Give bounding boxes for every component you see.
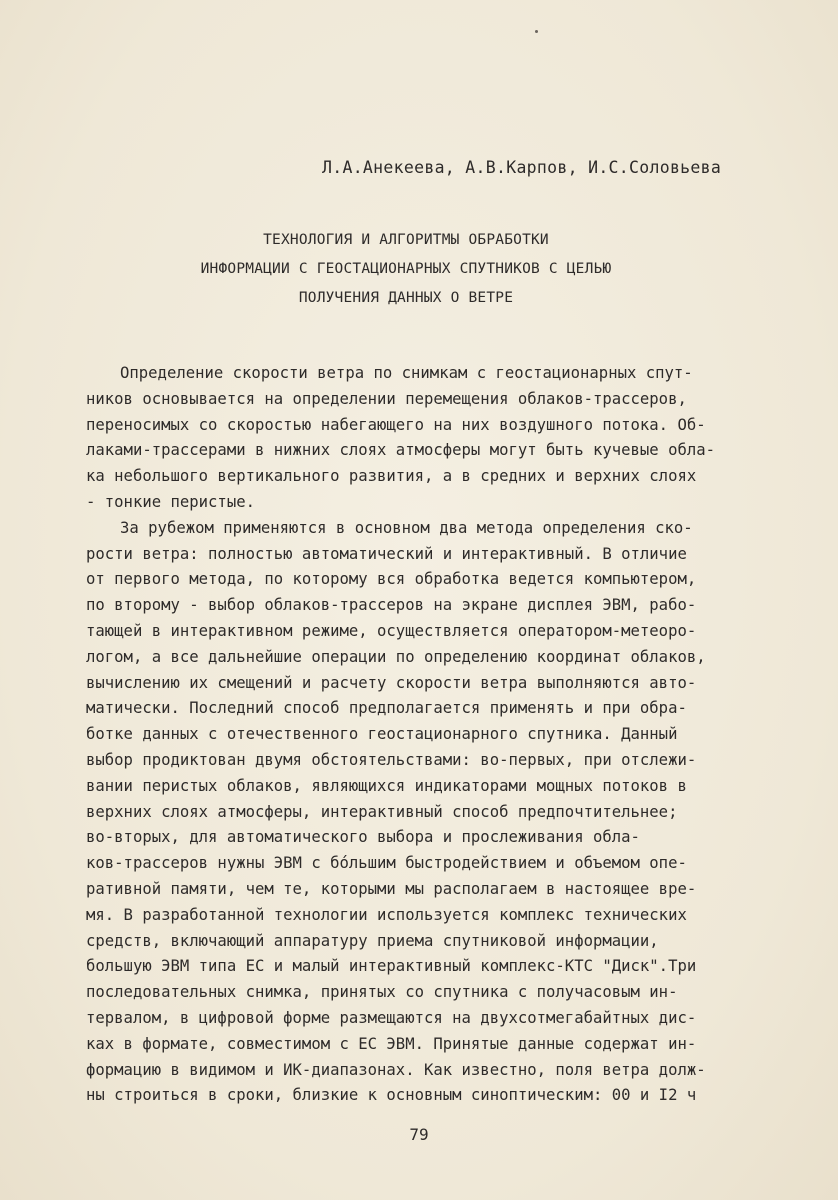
body-line: ках в формате, совместимом с ЕС ЭВМ. Принятые данные содержат ин- <box>86 1034 697 1053</box>
title-line-3: ПОЛУЧЕНИЯ ДАННЫХ О ВЕТРЕ <box>298 290 514 306</box>
body-line: ративной памяти, чем те, которыми мы располагаем в настоящее вре- <box>86 879 697 898</box>
body-line: ников основывается на определении перемещения облаков-трассеров, <box>86 389 687 408</box>
body-line: во-вторых, для автоматического выбора и прослеживания обла- <box>86 828 640 847</box>
paper-speck <box>535 30 538 33</box>
body-line: вычислению их смещений и расчету скорости ветра выполняются авто- <box>86 673 697 692</box>
body-line: ны строиться в сроки, близкие к основным синоптическим: 00 и I2 ч <box>86 1086 697 1105</box>
body-line: ка небольшого вертикального развития, а в средних и верхних слоях <box>86 467 697 486</box>
body-line: рости ветра: полностью автоматический и интерактивный. В отличие <box>86 544 687 563</box>
body-text <box>86 361 762 1109</box>
body-line: лаками-трассерами в нижних слоях атмосферы могут быть кучевые обла- <box>86 441 716 460</box>
authors-line: Л.А.Анекеева, А.В.Карпов, И.С.Соловьева <box>322 158 722 177</box>
body-line: тающей в интерактивном режиме, осуществляется оператором-метеоро- <box>86 621 697 640</box>
body-line: мя. В разработанной технологии используется комплекс технических <box>86 905 687 924</box>
body-line: большую ЭВМ типа ЕС и малый интерактивный комплекс-КТС "Диск".Три <box>86 957 697 976</box>
body-line: от первого метода, по которому вся обработка ведется компьютером, <box>86 570 697 589</box>
page-number: 79 <box>409 1125 429 1144</box>
body-line: ботке данных с отечественного геостационарного спутника. Данный <box>86 725 678 744</box>
body-line: - тонкие перистые. <box>86 492 255 511</box>
body-line: тервалом, в цифровой форме размещаются на двухсотмегабайтных дис- <box>86 1008 697 1027</box>
body-line: ков-трассеров нужны ЭВМ с бо́льшим быстродействием и объемом опе- <box>86 854 687 873</box>
body-line: переносимых со скоростью набегающего на них воздушного потока. Об- <box>86 415 706 434</box>
title-line-1: ТЕХНОЛОГИЯ И АЛГОРИТМЫ ОБРАБОТКИ <box>263 232 549 248</box>
body-line: верхних слоях атмосферы, интерактивный способ предпочтительнее; <box>86 802 678 821</box>
article-title <box>100 226 712 313</box>
body-line: вании перистых облаков, являющихся индикаторами мощных потоков в <box>86 776 687 795</box>
body-line: За рубежом применяются в основном два метода определения ско- <box>120 518 693 537</box>
body-line: матически. Последний способ предполагается применять и при обра- <box>86 699 687 718</box>
body-line: выбор продиктован двумя обстоятельствами: во-первых, при отслежи- <box>86 750 697 769</box>
body-line: по второму - выбор облаков-трассеров на экране дисплея ЭВМ, рабо- <box>86 596 697 615</box>
body-line: последовательных снимка, принятых со спутника с получасовым ин- <box>86 983 678 1002</box>
body-line: формацию в видимом и ИК-диапазонах. Как известно, поля ветра долж- <box>86 1060 706 1079</box>
body-line: средств, включающий аппаратуру приема спутниковой информации, <box>86 931 659 950</box>
body-line: логом, а все дальнейшие операции по определению координат облаков, <box>86 647 706 666</box>
title-line-2: ИНФОРМАЦИИ С ГЕОСТАЦИОНАРНЫХ СПУТНИКОВ С ЦЕЛЬЮ <box>200 261 612 277</box>
body-line: Определение скорости ветра по снимкам с геостационарных спут- <box>120 364 693 382</box>
